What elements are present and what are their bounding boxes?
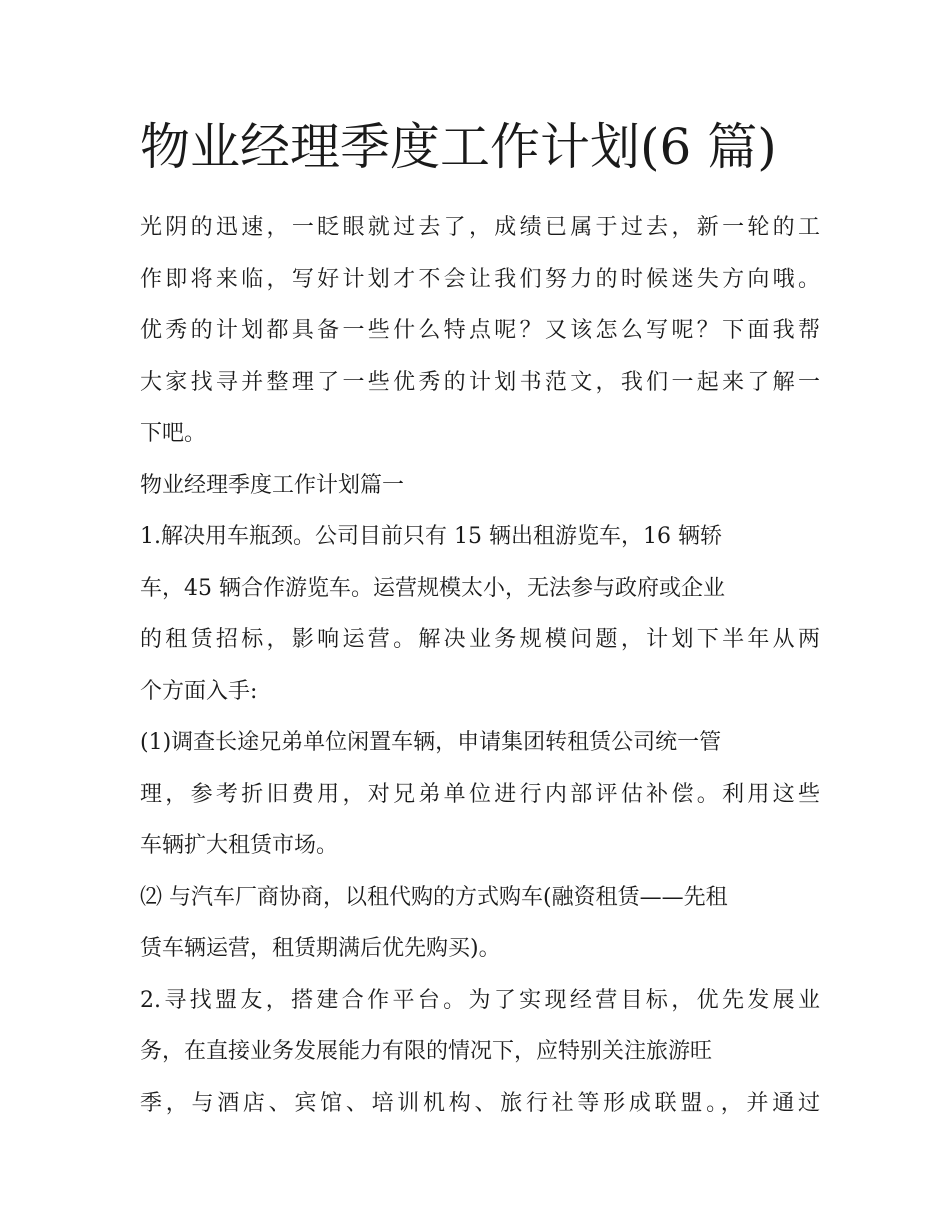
section-heading-text: 物业经理季度工作计划篇一 [140, 472, 405, 498]
text-line: (1)调查长途兄弟单位闲置车辆，申请集团转租赁公司统一管 [140, 730, 722, 755]
text-line: 大家找寻并整理了一些优秀的计划书范文，我们一起来了解一 [140, 369, 820, 395]
text-line: 理，参考折旧费用，对兄弟单位进行内部评估补偿。利用这些 [140, 781, 820, 807]
intro-paragraph [140, 202, 820, 460]
text-line: 赁车辆运营，租赁期满后优先购买)。 [140, 936, 501, 961]
text-line: 2.寻找盟友，搭建合作平台。为了实现经营目标，优先发展业 [140, 987, 820, 1013]
document-page [140, 112, 820, 1129]
text-line: 车辆扩大租赁市场。 [140, 833, 339, 858]
text-line: 的租赁招标，影响运营。解决业务规模问题，计划下半年从两 [140, 627, 820, 652]
text-line: 车，45 辆合作游览车。运营规模太小，无法参与政府或企业 [140, 575, 725, 601]
text-line: ⑵ 与汽车厂商协商，以租代购的方式购车(融资租赁——先租 [140, 884, 728, 910]
text-line: 下吧。 [140, 421, 207, 446]
text-line: 优秀的计划都具备一些什么特点呢？又该怎么写呢？下面我帮 [140, 318, 820, 343]
text-line: 光阴的迅速，一眨眼就过去了，成绩已属于过去，新一轮的工 [140, 215, 820, 240]
text-line: 个方面入手: [140, 678, 258, 704]
item-1-paragraph [140, 511, 820, 717]
sub-item-2-paragraph [140, 872, 820, 975]
text-line: 季，与酒店、宾馆、培训机构、旅行社等形成联盟。，并通过 [140, 1090, 820, 1116]
item-2-paragraph [140, 975, 820, 1130]
document-title: 物业经理季度工作计划(6 篇) [140, 118, 777, 176]
section-heading [140, 460, 820, 512]
text-line: 1.解决用车瓶颈。公司目前只有 15 辆出租游览车，16 辆轿 [140, 524, 722, 549]
sub-item-1-paragraph [140, 717, 820, 872]
text-line: 务，在直接业务发展能力有限的情况下，应特别关注旅游旺 [140, 1039, 713, 1064]
text-line: 作即将来临，写好计划才不会让我们努力的时候迷失方向哦。 [140, 266, 820, 292]
